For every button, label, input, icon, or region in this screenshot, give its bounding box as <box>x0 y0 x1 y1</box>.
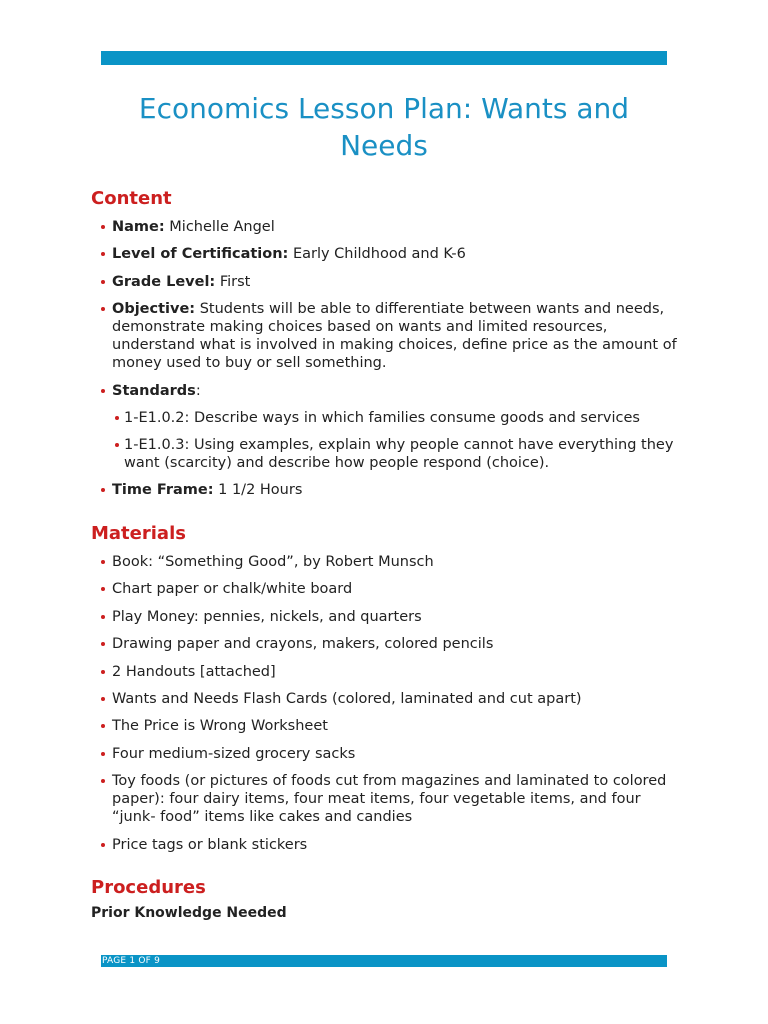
objective-value: Students will be able to differentiate between wants and needs, demonstrate making choices based on wants and limited resources, understand what is involved in making choices, define price as the amount of money used to buy or sell something. <box>112 301 677 372</box>
objective-label: Objective: <box>112 301 196 318</box>
materials-list <box>100 553 678 863</box>
materials-item: Chart paper or chalk/white board <box>100 580 678 598</box>
document-title: Economics Lesson Plan: Wants and Needs <box>138 92 630 162</box>
list-item-objective <box>100 300 678 372</box>
standards-suffix: : <box>195 382 201 399</box>
grade-label: Grade Level: <box>112 273 216 290</box>
time-frame-value: 1 1/2 Hours <box>213 482 303 499</box>
page-number: PAGE 1 OF 9 <box>102 956 161 966</box>
materials-item: Book: “Something Good”, by Robert Munsch <box>100 553 678 571</box>
materials-item: Four medium-sized grocery sacks <box>100 745 678 763</box>
list-item-grade <box>100 273 678 291</box>
certification-label: Level of Certification: <box>112 246 289 263</box>
name-label: Name: <box>112 219 165 235</box>
materials-item: 2 Handouts [attached] <box>100 663 678 681</box>
materials-item: The Price is Wrong Worksheet <box>100 717 678 735</box>
materials-item: Drawing paper and crayons, makers, colored pencils <box>100 635 678 653</box>
standards-sublist <box>112 409 678 472</box>
list-item-name <box>100 218 678 236</box>
section-heading-materials: Materials <box>91 523 186 544</box>
materials-item: Play Money: pennies, nickels, and quarters <box>100 608 678 626</box>
standard-item: 1-E1.0.3: Using examples, explain why people cannot have everything they want (scarcity) and describe how people respond (choice). <box>112 436 678 472</box>
list-item-standards <box>100 382 678 472</box>
footer-bar <box>101 955 667 967</box>
content-list <box>100 218 678 509</box>
standards-label: Standards <box>112 382 196 399</box>
section-heading-content: Content <box>91 188 172 209</box>
certification-value: Early Childhood and K-6 <box>288 246 466 263</box>
name-value: Michelle Angel <box>164 219 275 235</box>
materials-item: Price tags or blank stickers <box>100 836 678 854</box>
top-accent-bar <box>101 51 667 65</box>
list-item-certification <box>100 245 678 263</box>
time-frame-label: Time Frame: <box>112 482 214 499</box>
materials-item: Toy foods (or pictures of foods cut from magazines and laminated to colored paper): four dairy items, four meat items, four vegetable items, and four “junk- food” items like cakes and candies <box>100 772 678 826</box>
standard-item: 1-E1.0.2: Describe ways in which families consume goods and services <box>112 409 678 427</box>
materials-item: Wants and Needs Flash Cards (colored, laminated and cut apart) <box>100 690 678 708</box>
prior-knowledge-subheading: Prior Knowledge Needed <box>91 905 287 921</box>
grade-value: First <box>215 273 251 290</box>
list-item-time-frame <box>100 481 678 499</box>
section-heading-procedures: Procedures <box>91 877 206 898</box>
